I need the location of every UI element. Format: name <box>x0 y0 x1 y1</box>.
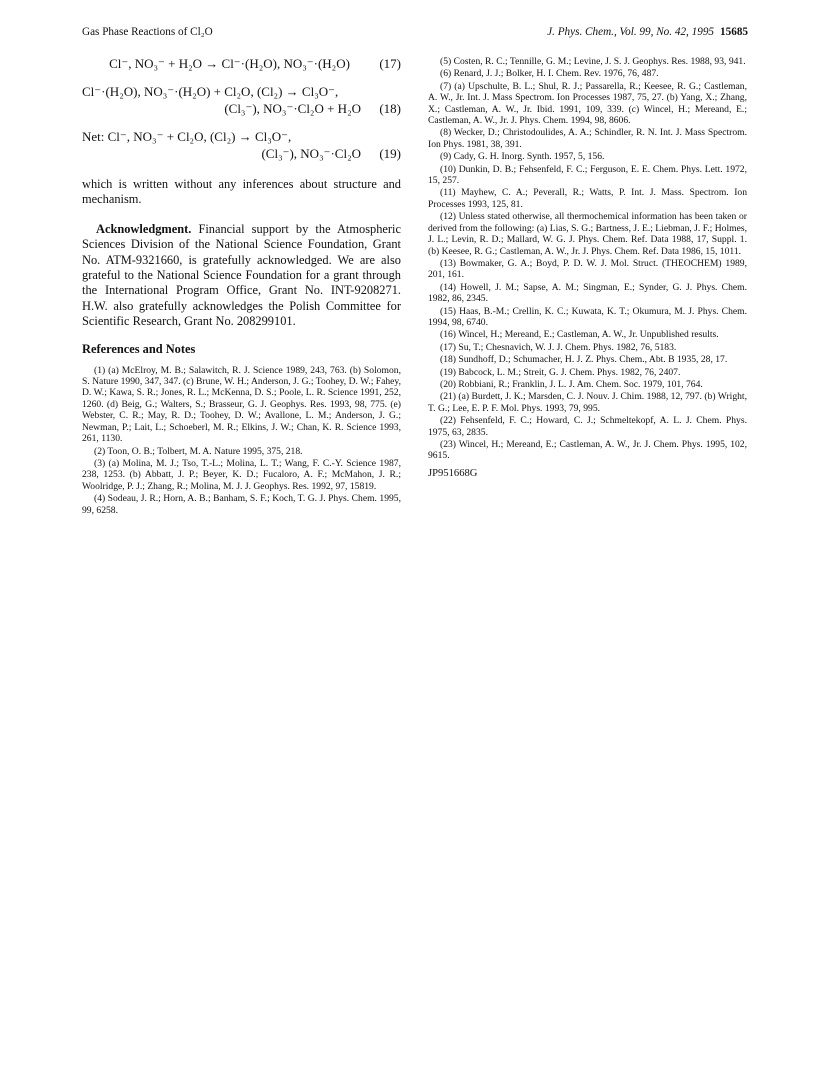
equation-17 <box>82 56 401 73</box>
reference-item: (9) Cady, G. H. Inorg. Synth. 1957, 5, 156. <box>440 151 605 163</box>
reference-item: (12) Unless stated otherwise, all thermochemical information has been taken or derived from the following: (a) Lias, S. G.; Bartness, J. E.; Liebman, J. F.; Holmes, J. L.; Levin, R. D.; Mallard, W. G. J. Phys. Chem. Ref. Data 1988, 17, Suppl. 1. (b) Keesee, R. G.; Castleman, A. W., Jr. J. Phys. Chem. Ref. Data 1986, 15, 1011. <box>428 211 747 257</box>
equation-number: (18) <box>379 101 401 116</box>
equation-text: (Cl₃⁻), NO₃⁻·Cl₂O + H₂O <box>224 101 361 116</box>
reference-item: (3) (a) Molina, M. J.; Tso, T.-L.; Molina, L. T.; Wang, F. C.-Y. Science 1987, 238, 1253. (b) Abbatt, J. P.; Beyer, K. D.; Fucaloro, A. F.; McMahon, J. R.; Woolridge, P. J.; Zhang, R.; Molina, M. J. J. Geophys. Res. 1992, 97, 15819. <box>82 457 401 492</box>
equation-19-line2 <box>82 146 401 163</box>
reference-item: (2) Toon, O. B.; Tolbert, M. A. Nature 1995, 375, 218. <box>94 445 303 457</box>
journal-citation: J. Phys. Chem., Vol. 99, No. 42, 1995 <box>547 26 715 38</box>
reference-item: (19) Babcock, L. M.; Streit, G. J. Chem. Phys. 1982, 76, 2407. <box>440 366 681 378</box>
equation-18-line1 <box>82 84 401 101</box>
acknowledgment-title: Acknowledgment. <box>96 221 192 236</box>
reference-item: (14) Howell, J. M.; Sapse, A. M.; Singman, E.; Synder, G. J. Phys. Chem. 1982, 86, 2345. <box>428 281 747 305</box>
reference-item: (22) Fehsenfeld, F. C.; Howard, C. J.; Schmeltekopf, A. L. J. Chem. Phys. 1975, 63, 2835. <box>428 415 747 438</box>
equation-text: Net: Cl⁻, NO₃⁻ + Cl₂O, (Cl₂) → Cl₃O⁻, <box>82 129 292 144</box>
references-list-right <box>428 56 747 462</box>
running-header-title: Gas Phase Reactions of Cl₂O <box>82 26 213 38</box>
reference-item: (4) Sodeau, J. R.; Horn, A. B.; Banham, S. F.; Koch, T. G. J. Phys. Chem. 1995, 99, 6258. <box>82 493 401 516</box>
equation-number: (17) <box>379 56 401 71</box>
page-number: 15685 <box>720 26 748 38</box>
acknowledgment-paragraph <box>82 222 401 330</box>
manuscript-code: JP951668G <box>428 467 478 479</box>
reference-item: (10) Dunkin, D. B.; Fehsenfeld, F. C.; Ferguson, E. E. Chem. Phys. Lett. 1972, 15, 257. <box>428 163 747 187</box>
reference-item: (23) Wincel, H.; Mereand, E.; Castleman, A. W., Jr. J. Chem. Phys. 1995, 102, 9615. <box>428 439 747 462</box>
reference-item: (7) (a) Upschulte, B. L.; Shul, R. J.; Passarella, R.; Keesee, R. G.; Castleman, A. W., Jr. Int. J. Mass Spectrom. Ion Processes 1987, 75, 27. (b) Yang, X.; Zhang, X.; Castleman, A. W., Jr. Ibid. 1991, 109, 339. (c) Wincel, H.; Mereand, E.; Castleman, A. W., Jr. J. Phys. Chem. 1994, 98, 8606. <box>428 80 747 127</box>
equation-text: Cl⁻·(H₂O), NO₃⁻·(H₂O) + Cl₂O, (Cl₂) → Cl₃O⁻, <box>82 84 339 99</box>
reference-item: (20) Robbiani, R.; Franklin, J. L. J. Am. Chem. Soc. 1979, 101, 764. <box>440 378 703 390</box>
reference-item: (16) Wincel, H.; Mereand, E.; Castleman, A. W., Jr. Unpublished results. <box>440 329 719 341</box>
reference-item: (1) (a) McElroy, M. B.; Salawitch, R. J. Science 1989, 243, 763. (b) Solomon, S. Nature 1990, 347, 347. (c) Brune, W. H.; Anderson, J. G.; Toohey, D. W.; Fahey, D. W.; Kawa, S. R.; Jones, R. L.; McKenna, D. S.; Poole, L. R. Science 1991, 252, 1260. (d) Beig, G.; Walters, S.; Brasseur, G. J. Geophys. Res. 1993, 98, 775. (e) Webster, C. R.; May, R. D.; Toohey, D. W.; Avallone, L. M.; Anderson, J. G.; Newman, P.; Lait, L.; Schoeberl, M. R.; Elkins, J. W.; Chan, K. R. Science 1993, 261, 1130. <box>82 364 402 445</box>
equation-19-line1 <box>82 129 401 146</box>
reference-item: (11) Mayhew, C. A.; Peverall, R.; Watts, P. Int. J. Mass. Spectrom. Ion Processes 1993, 125, 81. <box>428 187 747 210</box>
references-heading: References and Notes <box>82 341 196 356</box>
equation-text: (Cl₃⁻), NO₃⁻·Cl₂O <box>261 146 361 161</box>
equation-number: (19) <box>379 146 401 161</box>
reference-item: (17) Su, T.; Chesnavich, W. J. J. Chem. Phys. 1982, 76, 5183. <box>440 341 677 353</box>
reference-item: (18) Sundhoff, D.; Schumacher, H. J. Z. Phys. Chem., Abt. B 1935, 28, 17. <box>440 354 728 366</box>
reference-item: (5) Costen, R. C.; Tennille, G. M.; Levine, J. S. J. Geophys. Res. 1988, 93, 941. <box>440 56 746 67</box>
reference-item: (15) Haas, B.-M.; Crellin, K. C.; Kuwata, K. T.; Okumura, M. J. Phys. Chem. 1994, 98, 6740. <box>428 305 747 328</box>
acknowledgment-text: Financial support by the Atmospheric Sciences Division of the National Science Foundation, Grant No. ATM-9321660, is gratefully acknowledged. We are also grateful to the National Science Foundation for a grant through the International Program Office, Grant No. INT-9208271. H.W. also gratefully acknowledges the Polish Committee for Scientific Research, Grant No. 208299101. <box>82 221 401 329</box>
right-column <box>428 56 747 480</box>
equation-18-line2 <box>82 101 401 118</box>
running-header-journal <box>547 26 748 38</box>
reference-item: (6) Renard, J. J.; Bolker, H. I. Chem. Rev. 1976, 76, 487. <box>440 68 659 80</box>
reference-item: (8) Wecker, D.; Christodoulides, A. A.; Schindler, R. N. Int. J. Mass Spectrom. Ion Phys. 1981, 38, 391. <box>428 127 747 150</box>
reference-item: (13) Bowmaker, G. A.; Boyd, P. D. W. J. Mol. Struct. (THEOCHEM) 1989, 201, 161. <box>428 257 747 281</box>
reference-item: (21) (a) Burdett, J. K.; Marsden, C. J. Nouv. J. Chim. 1988, 12, 797. (b) Wright, T. G.; Lee, E. P. F. Mol. Phys. 1993, 79, 995. <box>428 391 747 414</box>
left-column <box>82 56 401 517</box>
body-paragraph: which is written without any inferences about structure and mechanism. <box>82 177 401 207</box>
references-list-left <box>82 365 401 516</box>
equation-text: Cl⁻, NO₃⁻ + H₂O → Cl⁻·(H₂O), NO₃⁻·(H₂O) <box>109 56 350 71</box>
